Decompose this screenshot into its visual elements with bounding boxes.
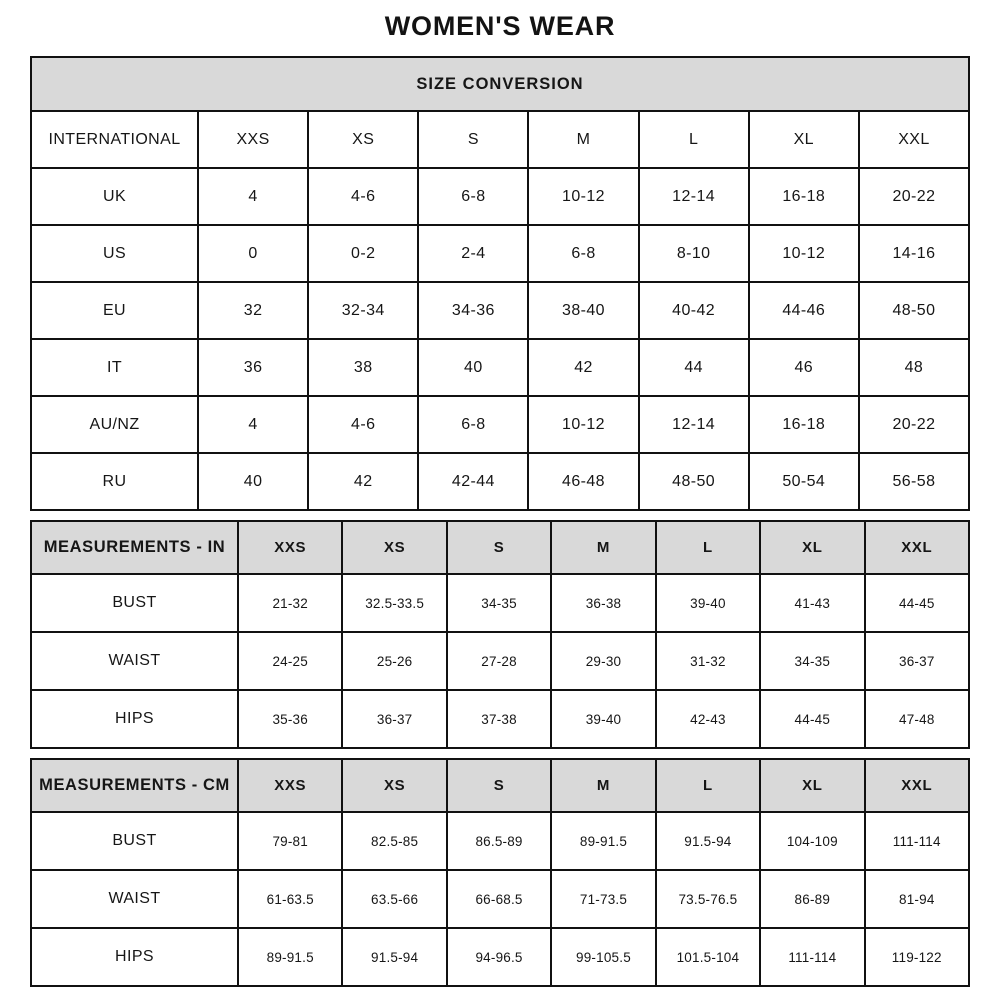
column-header: M <box>551 521 655 574</box>
cell: 48-50 <box>859 282 969 339</box>
cell: 44-46 <box>749 282 859 339</box>
cell: 82.5-85 <box>342 812 446 870</box>
cell: 16-18 <box>749 168 859 225</box>
cell: 32 <box>198 282 308 339</box>
cell: 36 <box>198 339 308 396</box>
cell: 42-43 <box>656 690 760 748</box>
column-header: S <box>447 521 551 574</box>
row-label: EU <box>31 282 198 339</box>
column-header: XXS <box>198 111 308 168</box>
cell: 91.5-94 <box>656 812 760 870</box>
column-header: XXL <box>859 111 969 168</box>
row-label: AU/NZ <box>31 396 198 453</box>
cell: 50-54 <box>749 453 859 510</box>
table-row <box>31 632 969 690</box>
cell: 46-48 <box>528 453 638 510</box>
page-title: WOMEN'S WEAR <box>384 11 616 41</box>
cell: 86.5-89 <box>447 812 551 870</box>
row-label: BUST <box>31 812 238 870</box>
cell: 37-38 <box>447 690 551 748</box>
cell: 36-38 <box>551 574 655 632</box>
cell: 44 <box>639 339 749 396</box>
cell: 40 <box>418 339 528 396</box>
cell: 6-8 <box>528 225 638 282</box>
cell: 56-58 <box>859 453 969 510</box>
column-header: L <box>639 111 749 168</box>
column-header: XL <box>749 111 859 168</box>
column-header: S <box>447 759 551 812</box>
cell: 4-6 <box>308 168 418 225</box>
column-header: M <box>528 111 638 168</box>
cell: 32.5-33.5 <box>342 574 446 632</box>
column-header-row <box>31 759 969 812</box>
column-header: M <box>551 759 655 812</box>
cell: 73.5-76.5 <box>656 870 760 928</box>
table-row <box>31 574 969 632</box>
table-row <box>31 225 969 282</box>
cell: 20-22 <box>859 396 969 453</box>
size-conversion-table <box>30 56 970 511</box>
cell: 10-12 <box>528 396 638 453</box>
cell: 66-68.5 <box>447 870 551 928</box>
table-banner: MEASUREMENTS - IN <box>31 521 238 574</box>
cell: 10-12 <box>528 168 638 225</box>
column-header: XL <box>760 521 864 574</box>
cell: 39-40 <box>551 690 655 748</box>
cell: 47-48 <box>865 690 969 748</box>
cell: 89-91.5 <box>551 812 655 870</box>
cell: 46 <box>749 339 859 396</box>
cell: 21-32 <box>238 574 342 632</box>
column-header-row <box>31 111 969 168</box>
cell: 86-89 <box>760 870 864 928</box>
cell: 6-8 <box>418 396 528 453</box>
column-header: XXS <box>238 759 342 812</box>
cell: 34-36 <box>418 282 528 339</box>
cell: 32-34 <box>308 282 418 339</box>
row-label: BUST <box>31 574 238 632</box>
cell: 35-36 <box>238 690 342 748</box>
cell: 4-6 <box>308 396 418 453</box>
cell: 81-94 <box>865 870 969 928</box>
cell: 12-14 <box>639 168 749 225</box>
cell: 48-50 <box>639 453 749 510</box>
column-header: S <box>418 111 528 168</box>
cell: 38-40 <box>528 282 638 339</box>
cell: 36-37 <box>342 690 446 748</box>
cell: 39-40 <box>656 574 760 632</box>
cell: 20-22 <box>859 168 969 225</box>
column-header: INTERNATIONAL <box>31 111 198 168</box>
table-banner: MEASUREMENTS - CM <box>31 759 238 812</box>
table-row <box>31 168 969 225</box>
cell: 6-8 <box>418 168 528 225</box>
cell: 91.5-94 <box>342 928 446 986</box>
column-header: XS <box>342 759 446 812</box>
cell: 38 <box>308 339 418 396</box>
cell: 48 <box>859 339 969 396</box>
cell: 34-35 <box>760 632 864 690</box>
cell: 10-12 <box>749 225 859 282</box>
column-header: L <box>656 759 760 812</box>
cell: 119-122 <box>865 928 969 986</box>
cell: 8-10 <box>639 225 749 282</box>
table-row <box>31 812 969 870</box>
cell: 44-45 <box>760 690 864 748</box>
column-header-row <box>31 521 969 574</box>
cell: 34-35 <box>447 574 551 632</box>
table-row <box>31 690 969 748</box>
row-label: UK <box>31 168 198 225</box>
measurements-cm-table <box>30 758 970 987</box>
table-row <box>31 396 969 453</box>
cell: 4 <box>198 396 308 453</box>
row-label: RU <box>31 453 198 510</box>
cell: 71-73.5 <box>551 870 655 928</box>
measurements-in-table <box>30 520 970 749</box>
column-header: XL <box>760 759 864 812</box>
row-label: US <box>31 225 198 282</box>
table-row <box>31 453 969 510</box>
cell: 42 <box>528 339 638 396</box>
column-header: XXL <box>865 759 969 812</box>
cell: 111-114 <box>760 928 864 986</box>
cell: 0 <box>198 225 308 282</box>
cell: 12-14 <box>639 396 749 453</box>
cell: 42 <box>308 453 418 510</box>
cell: 2-4 <box>418 225 528 282</box>
table-row <box>31 339 969 396</box>
cell: 40 <box>198 453 308 510</box>
cell: 25-26 <box>342 632 446 690</box>
cell: 40-42 <box>639 282 749 339</box>
cell: 101.5-104 <box>656 928 760 986</box>
cell: 14-16 <box>859 225 969 282</box>
cell: 44-45 <box>865 574 969 632</box>
table-row <box>31 870 969 928</box>
cell: 27-28 <box>447 632 551 690</box>
cell: 111-114 <box>865 812 969 870</box>
cell: 79-81 <box>238 812 342 870</box>
column-header: XXL <box>865 521 969 574</box>
column-header: L <box>656 521 760 574</box>
cell: 29-30 <box>551 632 655 690</box>
row-label: WAIST <box>31 632 238 690</box>
row-label: HIPS <box>31 690 238 748</box>
cell: 36-37 <box>865 632 969 690</box>
row-label: IT <box>31 339 198 396</box>
cell: 31-32 <box>656 632 760 690</box>
cell: 0-2 <box>308 225 418 282</box>
cell: 4 <box>198 168 308 225</box>
table-header-row <box>31 57 969 111</box>
cell: 99-105.5 <box>551 928 655 986</box>
cell: 63.5-66 <box>342 870 446 928</box>
cell: 16-18 <box>749 396 859 453</box>
column-header: XS <box>342 521 446 574</box>
cell: 104-109 <box>760 812 864 870</box>
table-row <box>31 928 969 986</box>
cell: 94-96.5 <box>447 928 551 986</box>
table-row <box>31 282 969 339</box>
cell: 42-44 <box>418 453 528 510</box>
table-banner: SIZE CONVERSION <box>31 57 969 111</box>
cell: 89-91.5 <box>238 928 342 986</box>
cell: 61-63.5 <box>238 870 342 928</box>
column-header: XXS <box>238 521 342 574</box>
row-label: HIPS <box>31 928 238 986</box>
row-label: WAIST <box>31 870 238 928</box>
column-header: XS <box>308 111 418 168</box>
cell: 24-25 <box>238 632 342 690</box>
cell: 41-43 <box>760 574 864 632</box>
